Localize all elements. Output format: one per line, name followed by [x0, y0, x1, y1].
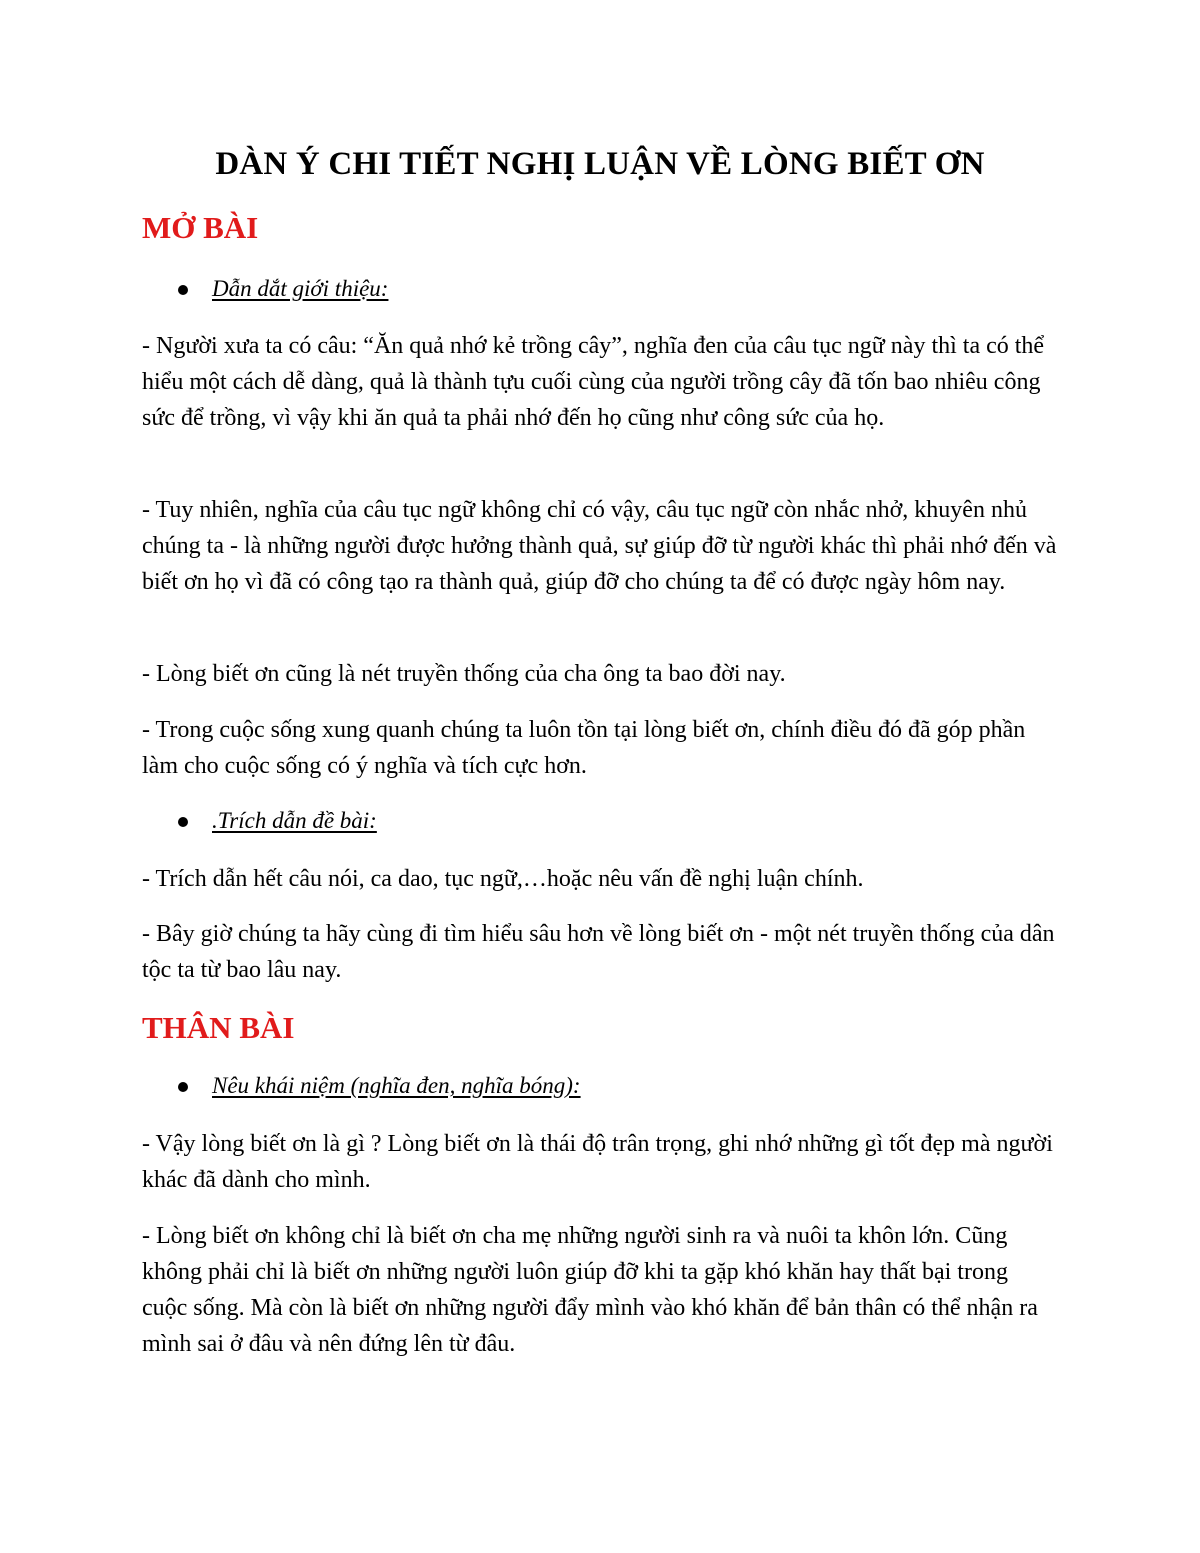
paragraph: - Tuy nhiên, nghĩa của câu tục ngữ không chỉ có vậy, câu tục ngữ còn nhắc nhở, khuyên nhủ chúng ta - là những người được hưởng thành quả, sự giúp đỡ từ người khác thì phải nhớ đến và biết ơn họ vì đã có công tạo ra thành quả, giúp đỡ cho chúng ta để có được ngày hôm nay.: [142, 497, 1057, 595]
section-heading-than-bai: THÂN BÀI: [142, 1010, 295, 1045]
bullet-dot-icon: [178, 285, 188, 295]
bullet-label: Nêu khái niệm (nghĩa đen, nghĩa bóng):: [212, 1073, 581, 1098]
bullet-label: Dẫn dắt giới thiệu:: [212, 276, 389, 301]
paragraph: - Lòng biết ơn không chỉ là biết ơn cha mẹ những người sinh ra và nuôi ta khôn lớn. Cũng không phải chỉ là biết ơn những người luôn giúp đỡ khi ta gặp khó khăn hay thất bại trong cuộc sống. Mà còn là biết ơn những người đẩy mình vào khó khăn để bản thân có thể nhận ra mình sai ở đâu và nên đứng lên từ đâu.: [142, 1223, 1038, 1357]
bullet-dan-dat: [178, 276, 388, 302]
paragraph: - Bây giờ chúng ta hãy cùng đi tìm hiểu sâu hơn về lòng biết ơn - một nét truyền thống của dân tộc ta từ bao lâu nay.: [142, 921, 1055, 983]
paragraph: - Trích dẫn hết câu nói, ca dao, tục ngữ,…hoặc nêu vấn đề nghị luận chính.: [142, 866, 864, 892]
paragraph: - Người xưa ta có câu: “Ăn quả nhớ kẻ trồng cây”, nghĩa đen của câu tục ngữ này thì ta có thể hiểu một cách dễ dàng, quả là thành tựu cuối cùng của người trồng cây đã tốn bao nhiêu công sức để trồng, vì vậy khi ăn quả ta phải nhớ đến họ cũng như công sức của họ.: [142, 333, 1045, 431]
bullet-label: .Trích dẫn đề bài:: [212, 808, 377, 833]
paragraph: - Vậy lòng biết ơn là gì ? Lòng biết ơn là thái độ trân trọng, ghi nhớ những gì tốt đẹp mà người khác đã dành cho mình.: [142, 1131, 1053, 1193]
document-title: DÀN Ý CHI TIẾT NGHỊ LUẬN VỀ LÒNG BIẾT ƠN: [215, 146, 985, 182]
bullet-dot-icon: [178, 817, 188, 827]
bullet-trich-dan: [178, 808, 377, 834]
paragraph: - Trong cuộc sống xung quanh chúng ta luôn tồn tại lòng biết ơn, chính điều đó đã góp phần làm cho cuộc sống có ý nghĩa và tích cực hơn.: [142, 717, 1026, 779]
bullet-dot-icon: [178, 1082, 188, 1092]
paragraph: - Lòng biết ơn cũng là nét truyền thống của cha ông ta bao đời nay.: [142, 661, 786, 687]
bullet-khai-niem: [178, 1073, 581, 1099]
section-heading-mo-bai: MỞ BÀI: [142, 210, 259, 245]
